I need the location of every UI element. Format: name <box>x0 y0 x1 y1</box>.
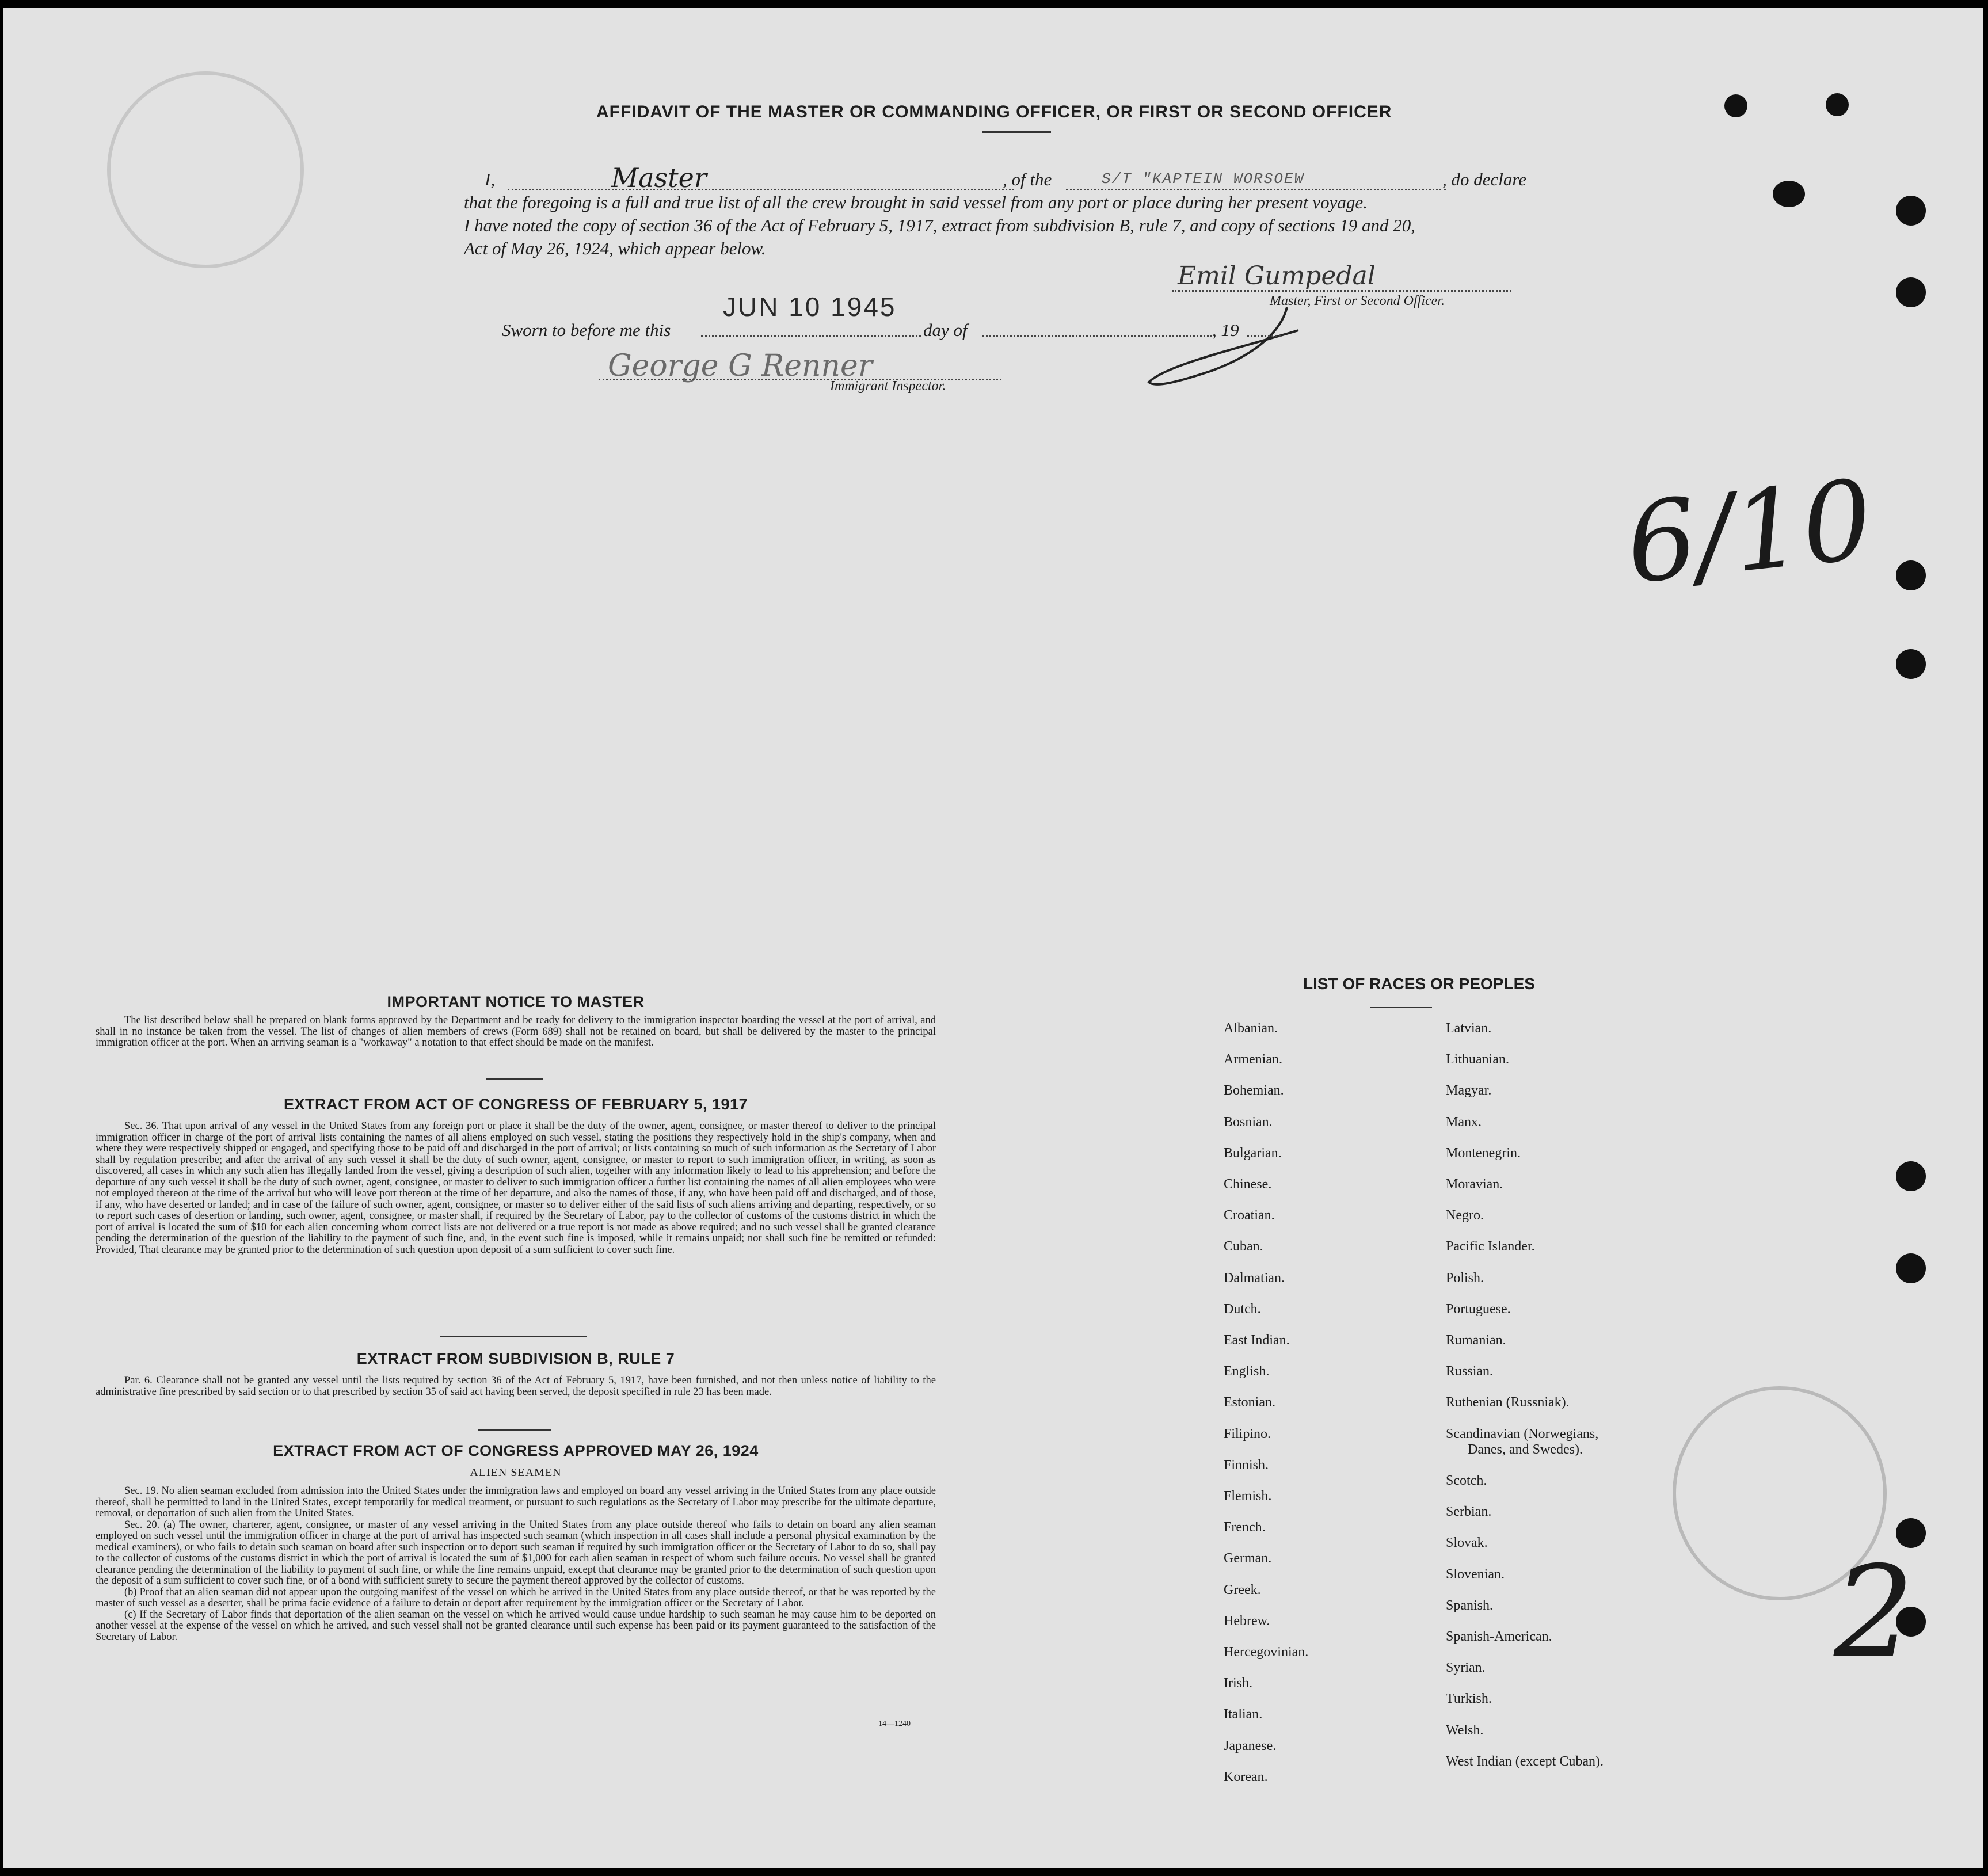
divider <box>440 1336 587 1337</box>
race-item: Turkish. <box>1446 1691 1492 1707</box>
race-item: Armenian. <box>1224 1052 1282 1067</box>
affidavit-line-3: I have noted the copy of section 36 of the Act of February 5, 1917, extract from subdivision B, rule 7, and copy of sections 19 and 20, <box>464 215 1416 235</box>
race-item: West Indian (except Cuban). <box>1446 1753 1604 1769</box>
race-item: Moravian. <box>1446 1177 1503 1192</box>
sworn-label: Sworn to before me this <box>502 320 671 340</box>
race-item: Japanese. <box>1224 1738 1277 1753</box>
race-item: Slovak. <box>1446 1535 1488 1551</box>
handwritten-corner-mark: 2 <box>1834 1539 1914 1686</box>
race-item: Bohemian. <box>1224 1083 1284 1099</box>
extract-1917-text: Sec. 36. That upon arrival of any vessel in the United States from any foreign port or place it shall be the duty of the owner, agent, consignee, or master thereof to deliver to the principal immigration officer in charge of the port of arrival lists containing the names of all aliens employed on such vessel, stating the positions they respectively hold in the ship's company, when and where they were respectively shipped or engaged, and specifying those to be paid off and discharged in the port of arrival; or lists containing so much of such information as the Secretary of Labor shall by regulation prescribe; and after the arrival of any such vessel it shall be the duty of such owner, agent, consignee, or master to report to such immigration officer, in writing, as soon as discovered, all cases in which any such alien has illegally landed from the vessel, giving a description of such alien, together with any information likely to lead to his apprehension; and before the departure of any such vessel it shall be the duty of such owner, agent, consignee, or master to deliver to such immigration officer a further list containing the names of all alien employees who were not employed thereon at the time of the arrival but who will leave port thereon at the time of her departure, and also the names of those, if any, who have been paid off and discharged, and of those, if any, who have deserted or landed; and in case of the failure of such owner, agent, consignee, or master so to deliver either of the said lists of such aliens arriving and departing, respectively, or so to report such cases of desertion or landing, such owner, agent, consignee, or master shall, if required by the Secretary of Labor, pay to the collector of customs of the customs district in which the port of arrival is located the sum of $10 for each alien concerning whom correct lists are not delivered or a true report is not made as above required; and no such vessel shall be granted clearance pending the determination of the question of the liability to the payment of such fine, and, in the event such fine is imposed, while it remains unpaid; nor shall such fine be remitted or refunded: Provided, That clearance may be granted prior to the determination of such question upon deposit of a sum sufficient to cover such fine. <box>96 1120 936 1256</box>
date-stamp: JUN 10 1945 <box>723 292 897 322</box>
race-item: Greek. <box>1224 1582 1261 1597</box>
race-item: Danes, and Swedes). <box>1468 1442 1583 1457</box>
race-item: Welsh. <box>1446 1722 1484 1738</box>
race-item: Spanish. <box>1446 1597 1494 1613</box>
race-item: Syrian. <box>1446 1660 1486 1676</box>
name-blank <box>508 176 1014 190</box>
form-number: 14—1240 <box>878 1719 911 1728</box>
race-item: Estonian. <box>1224 1395 1275 1410</box>
alien-seamen-subtitle: ALIEN SEAMEN <box>470 1466 562 1479</box>
day-blank <box>982 330 1212 337</box>
race-item: Flemish. <box>1224 1489 1272 1504</box>
race-item: Ruthenian (Russniak). <box>1446 1395 1570 1410</box>
master-name-handwritten: Master <box>611 162 707 193</box>
race-item: Hebrew. <box>1224 1613 1270 1629</box>
affidavit-line-1 <box>485 162 1538 193</box>
extract-1924-text <box>96 1486 936 1643</box>
race-item: Slovenian. <box>1446 1566 1505 1582</box>
race-item: Serbian. <box>1446 1504 1492 1520</box>
faded-seal-top-left <box>107 71 304 268</box>
line1-do-declare: , do declare <box>1442 169 1527 189</box>
race-item: German. <box>1224 1551 1272 1566</box>
race-item: Albanian. <box>1224 1021 1278 1036</box>
punch-hole <box>1896 196 1926 226</box>
race-item: English. <box>1224 1364 1270 1379</box>
sworn-blank <box>701 330 921 337</box>
affidavit-line-4: Act of May 26, 1924, which appear below. <box>464 238 766 258</box>
race-item: Hercegovinian. <box>1224 1645 1309 1660</box>
race-item: Bosnian. <box>1224 1114 1273 1130</box>
race-item: East Indian. <box>1224 1333 1290 1348</box>
race-item: Russian. <box>1446 1364 1494 1379</box>
race-item: Negro. <box>1446 1208 1484 1223</box>
signature-blank <box>1172 285 1511 292</box>
race-item: Korean. <box>1224 1769 1268 1785</box>
inspector-caption: Immigrant Inspector. <box>830 379 946 394</box>
race-item: Filipino. <box>1224 1426 1271 1442</box>
extract-1924-title: EXTRACT FROM ACT OF CONGRESS APPROVED MAY 26, 1924 <box>273 1442 759 1459</box>
punch-hole <box>1896 1253 1926 1283</box>
race-item: Dalmatian. <box>1224 1270 1285 1286</box>
document-page <box>3 8 1983 1868</box>
affidavit-line-2: that the foregoing is a full and true list of all the crew brought in said vessel from any port or place during her present voyage. <box>464 192 1368 212</box>
year-label: , 19 <box>1212 320 1239 340</box>
year-blank <box>1247 330 1281 337</box>
race-item: Scotch. <box>1446 1473 1487 1488</box>
race-item: Scandinavian (Norwegians, <box>1446 1426 1599 1442</box>
punch-hole <box>1826 93 1849 116</box>
sec20c-text: (c) If the Secretary of Labor finds that deportation of the alien seaman on the vessel on which he arrived would cause undue hardship to such seaman he may cause him to be deported on another vessel at the expense of the vessel on which he arrived, and such vessel shall not be granted clearance until such expense has been paid or its payment guaranteed to the satisfaction of the Secretary of Labor. <box>96 1608 936 1643</box>
punch-hole <box>1896 277 1926 307</box>
punch-hole <box>1724 94 1747 117</box>
punch-hole <box>1896 1161 1926 1191</box>
day-of-label: day of <box>923 320 968 340</box>
sec20a-text: Sec. 20. (a) The owner, charterer, agent, consignee, or master of any vessel arriving in the United States from any place outside thereof who fails to detain on board any alien seaman employed on such vessel until the immigration officer in charge at the port of arrival has inspected such seaman (which inspection in all cases shall include a personal physical examination by the medical examiners), or who fails to detain such seaman on board after such inspection or to deport such seaman if required by such immigration officer or the Secretary of Labor to do so, shall pay to the collector of customs of the customs district in which the port of arrival is located the sum of $1,000 for each alien seaman in respect of whom such failure occurs. No vessel shall be granted clearance pending the determination of the liability to payment of such fine, or while the fine remains unpaid, except that clearance may be granted prior to the determination of such question upon the deposit of a sum sufficient to cover such fine, or of a bond with sufficient surety to secure the payment thereof approved by the collector of customs. <box>96 1519 936 1587</box>
divider <box>486 1078 543 1080</box>
race-item: Cuban. <box>1224 1239 1263 1255</box>
race-item: French. <box>1224 1520 1266 1535</box>
extract-1917-title: EXTRACT FROM ACT OF CONGRESS OF FEBRUARY 5, 1917 <box>283 1096 748 1113</box>
officer-caption: Master, First or Second Officer. <box>1270 293 1445 308</box>
race-item: Montenegrin. <box>1446 1145 1521 1161</box>
line1-of-the: , of the <box>1003 169 1052 189</box>
master-signature: Emil Gumpedal <box>1178 261 1376 291</box>
race-item: Magyar. <box>1446 1083 1492 1099</box>
race-item: Croatian. <box>1224 1208 1275 1223</box>
race-item: Portuguese. <box>1446 1301 1511 1317</box>
race-item: Manx. <box>1446 1114 1482 1130</box>
handwritten-page-mark: 6/10 <box>1620 456 1879 608</box>
sec19-text: Sec. 19. No alien seaman excluded from admission into the United States under the immigration laws and employed on board any vessel arriving in the United States from any place outside thereof, shall be permitted to land in the United States, except temporarily for medical treatment, or pursuant to such regulations as the Secretary of Labor may prescribe for the ultimate departure, removal, or deportation of such alien from the United States. <box>96 1485 936 1519</box>
race-item: Latvian. <box>1446 1021 1492 1036</box>
race-item: Chinese. <box>1224 1177 1272 1192</box>
vessel-name: S/T "KAPTEIN WORSOEW <box>1102 170 1305 188</box>
notice-text: The list described below shall be prepared on blank forms approved by the Department and be ready for delivery to the immigration inspector boarding the vessel at the port of arrival, and shall in no instance be taken from the vessel. The list of changes of alien members of crews (Form 689) shall not be retained on board, but shall be delivered by the master to the principal immigration officer at the port. When an arriving seaman is a "workaway" a notation to that effect should be made on the manifest. <box>96 1015 936 1048</box>
sec20b-text: (b) Proof that an alien seaman did not appear upon the outgoing manifest of the vessel on which he arrived in the United States from any place outside thereof, or that he was reported by the master of such vessel as a deserter, shall be prima facie evidence of a failure to detain or deport after requirement by the immigration officer or the Secretary of Labor. <box>96 1586 936 1609</box>
race-item: Dutch. <box>1224 1301 1261 1317</box>
punch-hole <box>1896 560 1926 590</box>
title-divider <box>982 131 1051 133</box>
inspector-signature: George G Renner <box>608 349 873 383</box>
race-item: Finnish. <box>1224 1457 1269 1473</box>
rule7-title: EXTRACT FROM SUBDIVISION B, RULE 7 <box>356 1350 675 1367</box>
signature-flourish <box>1143 296 1327 394</box>
races-divider <box>1370 1007 1432 1008</box>
race-item: Polish. <box>1446 1270 1484 1286</box>
notice-title: IMPORTANT NOTICE TO MASTER <box>387 993 645 1011</box>
race-item: Rumanian. <box>1446 1333 1506 1348</box>
race-item: Pacific Islander. <box>1446 1239 1535 1255</box>
race-item: Lithuanian. <box>1446 1052 1509 1067</box>
punch-hole <box>1773 181 1805 207</box>
race-item: Italian. <box>1224 1707 1263 1722</box>
race-item: Irish. <box>1224 1676 1252 1691</box>
divider <box>478 1429 551 1431</box>
rule7-text: Par. 6. Clearance shall not be granted any vessel until the lists required by section 36 of the Act of February 5, 1917, have been furnished, and not then unless notice of liability to the administrative fine prescribed by said section or to that prescribed by section 35 of said act having been served, the deposit specified in rule 23 has been made. <box>96 1375 936 1398</box>
race-item: Bulgarian. <box>1224 1145 1282 1161</box>
races-title: LIST OF RACES OR PEOPLES <box>1303 975 1535 993</box>
line1-i: I, <box>485 169 496 189</box>
punch-hole <box>1896 649 1926 679</box>
race-item: Spanish-American. <box>1446 1629 1552 1644</box>
affidavit-title: AFFIDAVIT OF THE MASTER OR COMMANDING OFFICER, OR FIRST OR SECOND OFFICER <box>596 102 1392 121</box>
